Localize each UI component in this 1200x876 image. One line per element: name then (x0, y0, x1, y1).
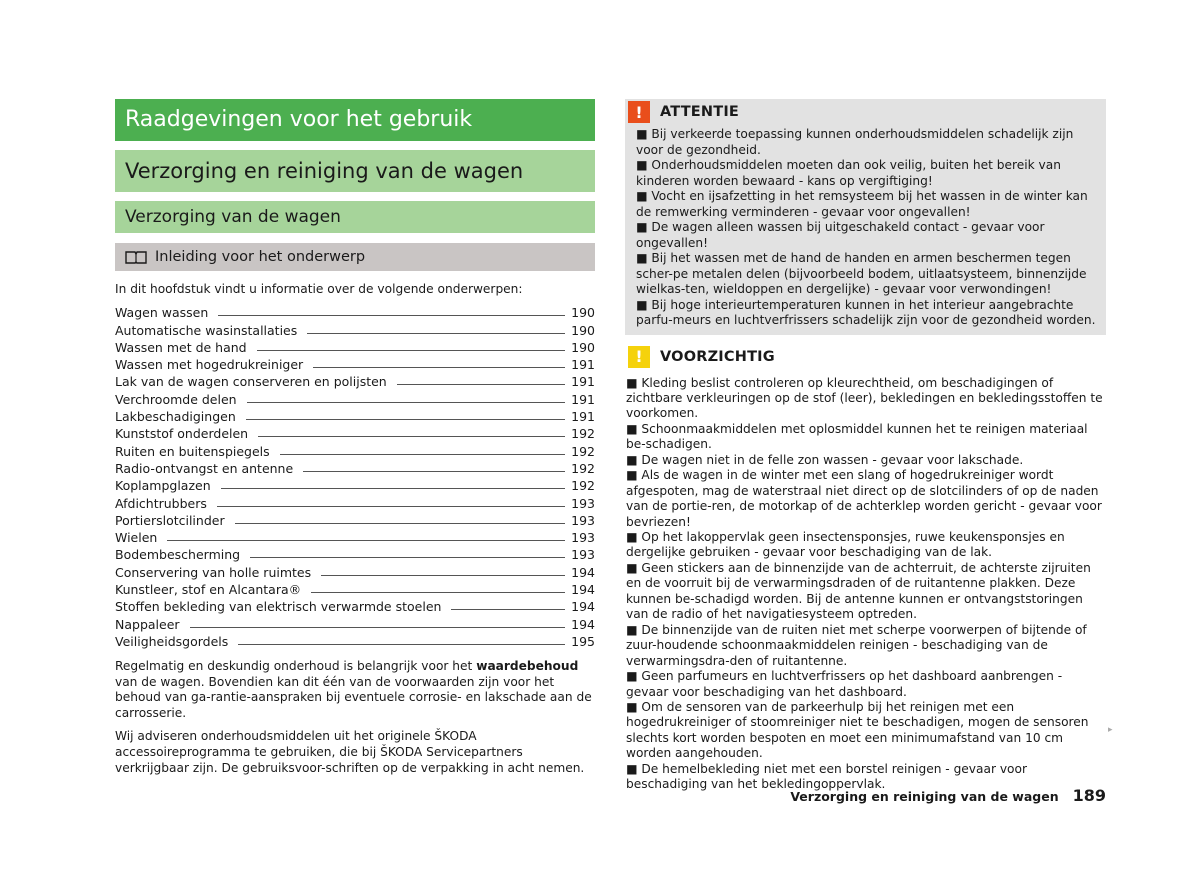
footer-chapter-title: Verzorging en reiniging van de wagen (790, 789, 1059, 804)
warning-icon: ! (628, 101, 650, 123)
paragraph-maintenance (115, 659, 595, 721)
voorzichtig-item: ■ Als de wagen in de winter met een slang of hogedrukreiniger wordt afgespoten, mag de waterstraal niet direct op de slotcilinders of op de naden van de portie-ren, de motorkap of de achterklep worden gericht - gevaar voor bevriezen! (626, 468, 1102, 529)
toc-page: 193 (571, 547, 595, 563)
heading-level-4 (115, 243, 595, 271)
toc-leader (238, 644, 565, 645)
toc-leader (321, 575, 565, 576)
toc-page: 192 (571, 426, 595, 442)
toc-title: Koplampglazen (115, 478, 211, 494)
toc-page: 194 (571, 564, 595, 580)
toc-leader (247, 402, 566, 403)
toc-page: 193 (571, 495, 595, 511)
toc-title: Nappaleer (115, 616, 180, 632)
toc-leader (280, 454, 565, 455)
toc-row (115, 338, 595, 355)
attentie-item: ■ Bij het wassen met de hand de handen en armen beschermen tegen scher-pe metalen delen (bijvoorbeeld bodem, uitlaatsysteem, binnenzijde wielkas-ten, wieldoppen en dergelijke) - gevaar voor verwondingen! (636, 251, 1087, 296)
voorzichtig-item: ■ Om de sensoren van de parkeerhulp bij het reinigen met een hogedrukreiniger of stoomreiniger niet te beschadigen, mogen de sensoren slechts kort worden bespoten en moet een minimumafstand van 10 cm worden aangehouden. (626, 700, 1089, 761)
caution-icon: ! (628, 346, 650, 368)
toc-title: Portierslotcilinder (115, 512, 225, 528)
voorzichtig-item: ■ Schoonmaakmiddelen met oplosmiddel kunnen het te reinigen materiaal be-schadigen. (626, 421, 1088, 452)
toc-row (115, 545, 595, 562)
attentie-item: ■ Bij hoge interieurtemperaturen kunnen in het interieur aangebrachte parfu-meurs en luchtverfrissers schadelijk zijn voor de gezondheid worden. (636, 297, 1096, 327)
voorzichtig-item: ■ Kleding beslist controleren op kleurechtheid, om beschadigingen of zichtbare verkleuringen op de stof (leer), bekledingen en bekledingsstoffen te voorkomen. (626, 375, 1103, 421)
toc-leader (246, 419, 565, 420)
toc-page: 194 (571, 599, 595, 615)
toc-title: Ruiten en buitenspiegels (115, 443, 270, 459)
voorzichtig-item: ■ De wagen niet in de felle zon wassen - gevaar voor lakschade. (626, 452, 1024, 467)
toc-leader (313, 367, 565, 368)
heading-level-3: Verzorging van de wagen (115, 201, 595, 233)
attentie-item: ■ Onderhoudsmiddelen moeten dan ook veilig, buiten het bereik van kinderen worden bewaard - kans op vergiftiging! (636, 158, 1061, 188)
toc-leader (257, 350, 566, 351)
toc-row (115, 493, 595, 510)
toc-row (115, 511, 595, 528)
attentie-item: ■ Bij verkeerde toepassing kunnen onderhoudsmiddelen schadelijk zijn voor de gezondheid. (636, 127, 1074, 157)
intro-text: In dit hoofdstuk vindt u informatie over de volgende onderwerpen: (115, 282, 523, 296)
toc-leader (451, 609, 565, 610)
heading-level-4-label: Inleiding voor het onderwerp (155, 249, 366, 265)
toc-row (115, 632, 595, 649)
toc-leader (397, 384, 565, 385)
toc-title: Radio-ontvangst en antenne (115, 460, 294, 476)
toc-page: 192 (571, 443, 595, 459)
toc-title: Kunstleer, stof en Alcantara® (115, 582, 302, 598)
toc-row (115, 303, 595, 320)
book-icon (125, 250, 147, 264)
toc-title: Bodembescherming (115, 547, 241, 563)
toc-page: 191 (571, 357, 595, 373)
toc-title: Lakbeschadigingen (115, 409, 236, 425)
toc-leader (235, 523, 566, 524)
toc-title: Automatische wasinstallaties (115, 322, 298, 338)
toc-row (115, 614, 595, 631)
paragraph-maintenance-bold: waardebehoud (476, 658, 579, 673)
toc-page: 192 (571, 478, 595, 494)
toc-row (115, 459, 595, 476)
toc-row (115, 424, 595, 441)
toc-page: 190 (571, 339, 595, 355)
toc-title: Wielen (115, 530, 158, 546)
attentie-header (625, 99, 1106, 125)
page-number: 189 (1072, 786, 1106, 805)
toc-title: Stoffen bekleding van elektrisch verwarmde stoelen (115, 599, 442, 615)
voorzichtig-title: VOORZICHTIG (660, 348, 775, 365)
attentie-title: ATTENTIE (660, 104, 740, 120)
toc-page: 192 (571, 460, 595, 476)
toc-row (115, 441, 595, 458)
toc-leader (250, 557, 565, 558)
table-of-contents (115, 303, 595, 649)
voorzichtig-header (625, 344, 1106, 370)
toc-row (115, 597, 595, 614)
toc-title: Veiligheidsgordels (115, 633, 229, 649)
toc-page: 195 (571, 633, 595, 649)
toc-leader (217, 506, 565, 507)
paragraph-maintenance-before: Regelmatig en deskundig onderhoud is belangrijk voor het (115, 658, 477, 673)
attentie-item: ■ Vocht en ijsafzetting in het remsysteem bij het wassen in de winter kan de remwerking verminderen - gevaar voor ongevallen! (636, 189, 1088, 219)
heading-level-1: Raadgevingen voor het gebruik (115, 99, 595, 141)
toc-page: 191 (571, 391, 595, 407)
toc-row (115, 372, 595, 389)
toc-row (115, 320, 595, 337)
toc-leader (303, 471, 565, 472)
voorzichtig-item: ■ Geen parfumeurs en luchtverfrissers op het dashboard aanbrengen - gevaar voor beschadiging van het dashboard. (626, 669, 1063, 699)
voorzichtig-item: ■ Geen stickers aan de binnenzijde van de achterruit, de achterste zijruiten en de voorruit bij de verwarmingsdraden of de ruitantenne plakken. Deze kunnen be-schadigd worden. Bij de antenne kunnen er ontvangststoringen van de radio of het navigatiesysteem optreden. (626, 560, 1091, 622)
toc-page: 190 (571, 305, 595, 321)
toc-leader (221, 488, 565, 489)
toc-row (115, 580, 595, 597)
right-column (625, 99, 1106, 793)
voorzichtig-item: ■ De binnenzijde van de ruiten niet met scherpe voorwerpen of bijtende of zuur-houdende schoonmaakmiddelen reinigen - beschadiging van de verwarmingsdra-den of ruitantenne. (626, 622, 1087, 668)
toc-row (115, 389, 595, 406)
heading-level-2: Verzorging en reiniging van de wagen (115, 150, 595, 192)
toc-page: 191 (571, 409, 595, 425)
attentie-item: ■ De wagen alleen wassen bij uitgeschakeld contact - gevaar voor ongevallen! (636, 220, 1045, 250)
toc-page: 190 (571, 322, 595, 338)
paragraph-maintenance-after: van de wagen. Bovendien kan dit één van de voorwaarden zijn voor het behoud van ga-rantie-aanspraken bij eventuele corrosie- en lakschade aan de carrosserie. (115, 674, 592, 720)
continue-arrow-icon: ▸ (1108, 725, 1113, 735)
toc-leader (218, 315, 565, 316)
voorzichtig-list (625, 374, 1106, 793)
toc-page: 193 (571, 512, 595, 528)
toc-title: Lak van de wagen conserveren en polijsten (115, 374, 387, 390)
page-footer (790, 786, 1106, 805)
voorzichtig-item: ■ Op het lakoppervlak geen insectensponsjes, ruwe keukensponsjes en dergelijke gebruiken - gevaar voor beschadiging van de lak. (626, 530, 1065, 560)
attentie-box (625, 99, 1106, 335)
toc-title: Conservering van holle ruimtes (115, 564, 312, 580)
toc-title: Wassen met hogedrukreiniger (115, 357, 304, 373)
attentie-list (625, 125, 1106, 329)
toc-leader (258, 436, 565, 437)
toc-page: 194 (571, 616, 595, 632)
toc-leader (167, 540, 565, 541)
toc-row (115, 355, 595, 372)
toc-row (115, 476, 595, 493)
voorzichtig-box (625, 344, 1106, 793)
toc-page: 191 (571, 374, 595, 390)
toc-row (115, 407, 595, 424)
toc-row (115, 562, 595, 579)
voorzichtig-item: ■ De hemelbekleding niet met een borstel reinigen - gevaar voor beschadiging van het bekledingoppervlak. (626, 761, 1027, 792)
toc-page: 193 (571, 530, 595, 546)
toc-leader (307, 333, 565, 334)
toc-title: Kunststof onderdelen (115, 426, 249, 442)
left-column (115, 99, 595, 776)
toc-title: Afdichtrubbers (115, 495, 207, 511)
toc-title: Wagen wassen (115, 305, 209, 321)
paragraph-accessories: Wij adviseren onderhoudsmiddelen uit het originele ŠKODA accessoireprogramma te gebruiken, die bij ŠKODA Servicepartners verkrijgbaar zijn. De gebruiksvoor-schriften op de verpakking in acht nemen. (115, 729, 585, 775)
toc-title: Wassen met de hand (115, 339, 247, 355)
toc-title: Verchroomde delen (115, 391, 237, 407)
toc-page: 194 (571, 582, 595, 598)
toc-leader (190, 627, 566, 628)
toc-leader (311, 592, 565, 593)
toc-row (115, 528, 595, 545)
